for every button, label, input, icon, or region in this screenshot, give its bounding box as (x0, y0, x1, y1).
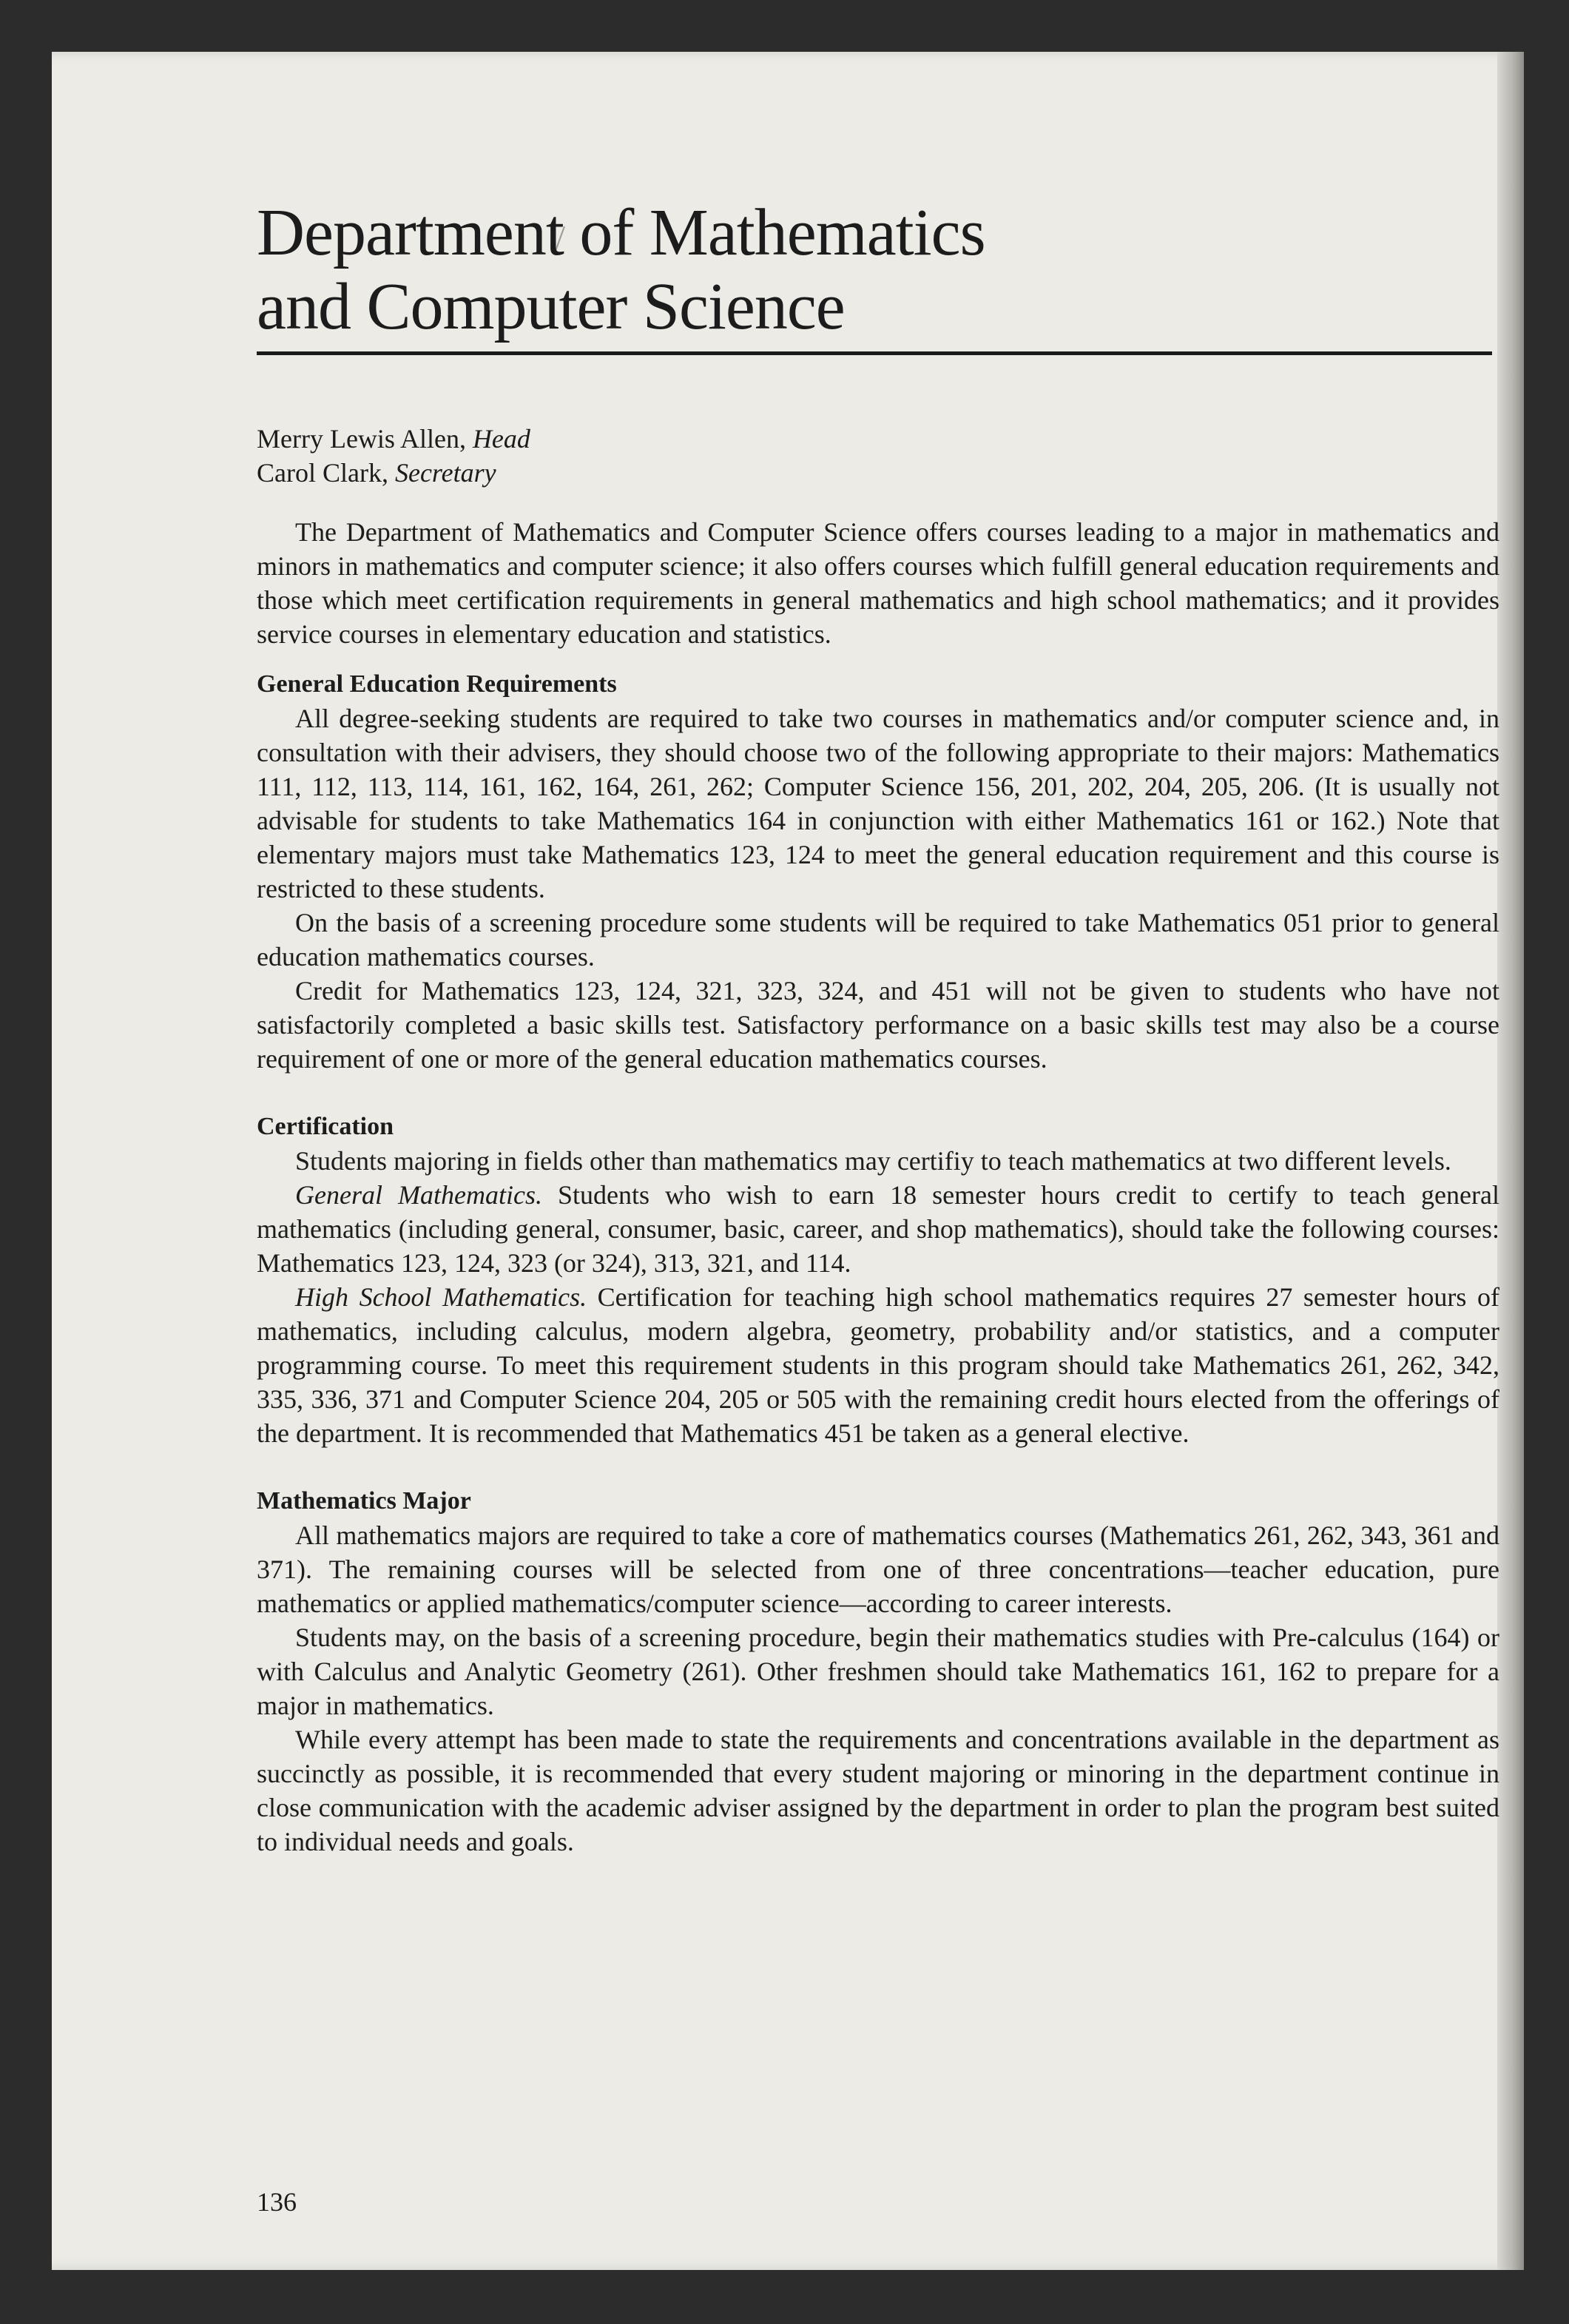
staff-list (257, 422, 1499, 490)
paragraph: Students majoring in fields other than mathematics may certifiy to teach mathematics at two different levels. (295, 1146, 1451, 1176)
paragraph-lead-in: General Mathematics. (295, 1180, 542, 1210)
paragraph-lead-in: High School Mathematics. (295, 1282, 587, 1312)
title-rule (257, 351, 1492, 355)
book-page (52, 52, 1524, 2270)
staff-name: Carol Clark, (257, 458, 395, 488)
paragraph-body: Certification for teaching high school mathematics requires 27 semester hours of mathematics, including calculus, modern algebra, geometry, probability and/or statistics, and a computer programming course. To meet this requirement students in this program should take Mathematics 261, 262, 342, 335, 336, 371 and Computer Science 204, 205 or 505 with the remaining credit hours elected from the offerings of the department. It is recommended that Mathematics 451 be taken as a general elective. (257, 1282, 1499, 1448)
staff-name: Merry Lewis Allen, (257, 424, 473, 454)
paragraph: Credit for Mathematics 123, 124, 321, 323, 324, and 451 will not be given to students who have not satisfactorily completed a basic skills test. Satisfactory performance on a basic skills test may also be a course requirement of one or more of the general education mathematics courses. (257, 976, 1499, 1074)
staff-role: Secretary (394, 458, 496, 488)
paragraph: All mathematics majors are required to take a core of mathematics courses (Mathematics 261, 262, 343, 361 and 371). The remaining courses will be selected from one of three concentrations—teacher education, pure mathematics or applied mathematics/computer science—according to career interests. (257, 1520, 1499, 1618)
staff-head (257, 422, 1499, 456)
certification-section (257, 1110, 1499, 1450)
intro-paragraph: The Department of Mathematics and Computer Science offers courses leading to a major in mathematics and minors in mathematics and computer science; it also offers courses which fulfill general education requirements and those which meet certification requirements in general mathematics and high school mathematics; and it provides service courses in elementary education and statistics. (257, 517, 1499, 649)
section-heading: Certification (257, 1113, 394, 1140)
section-heading: General Education Requirements (257, 670, 617, 698)
title-line-1: Department of Mathematics (257, 196, 985, 269)
page-content (257, 196, 1499, 1859)
page-title (257, 196, 1499, 344)
paragraph-body: Students who wish to earn 18 semester hours credit to certify to teach general mathematics (including general, consumer, basic, career, and shop mathematics), should take the following courses: Mathematics 123, 124, 323 (or 324), 313, 321, and 114. (257, 1180, 1499, 1278)
general-education-section (257, 667, 1499, 1076)
mathematics-major-section (257, 1484, 1499, 1859)
paragraph (257, 1178, 1499, 1280)
page-binding-edge (1497, 52, 1524, 2270)
paragraph: While every attempt has been made to state the requirements and concentrations available in the department as succinctly as possible, it is recommended that every student majoring or minoring in the department continue in close communication with the academic adviser assigned by the department in order to plan the program best suited to individual needs and goals. (257, 1725, 1499, 1856)
staff-secretary (257, 456, 1499, 490)
page-number: 136 (257, 2187, 297, 2217)
title-line-2: and Computer Science (257, 270, 845, 343)
section-heading: Mathematics Major (257, 1487, 471, 1515)
paragraph: All degree-seeking students are required to take two courses in mathematics and/or computer science and, in consultation with their advisers, they should choose two of the following appropriate to their majors: Mathematics 111, 112, 113, 114, 161, 162, 164, 261, 262; Computer Science 156, 201, 202, 204, 205, 206. (It is usually not advisable for students to take Mathematics 164 in conjunction with either Mathematics 161 or 162.) Note that elementary majors must take Mathematics 123, 124 to meet the general education requirement and this course is restricted to these students. (257, 704, 1499, 903)
paragraph: Students may, on the basis of a screening procedure, begin their mathematics studies with Pre-calculus (164) or with Calculus and Analytic Geometry (261). Other freshmen should take Mathematics 161, 162 to prepare for a major in mathematics. (257, 1623, 1499, 1720)
paragraph: On the basis of a screening procedure some students will be required to take Mathematics 051 prior to general education mathematics courses. (257, 908, 1499, 971)
staff-role: Head (472, 424, 530, 454)
paragraph (257, 1280, 1499, 1450)
